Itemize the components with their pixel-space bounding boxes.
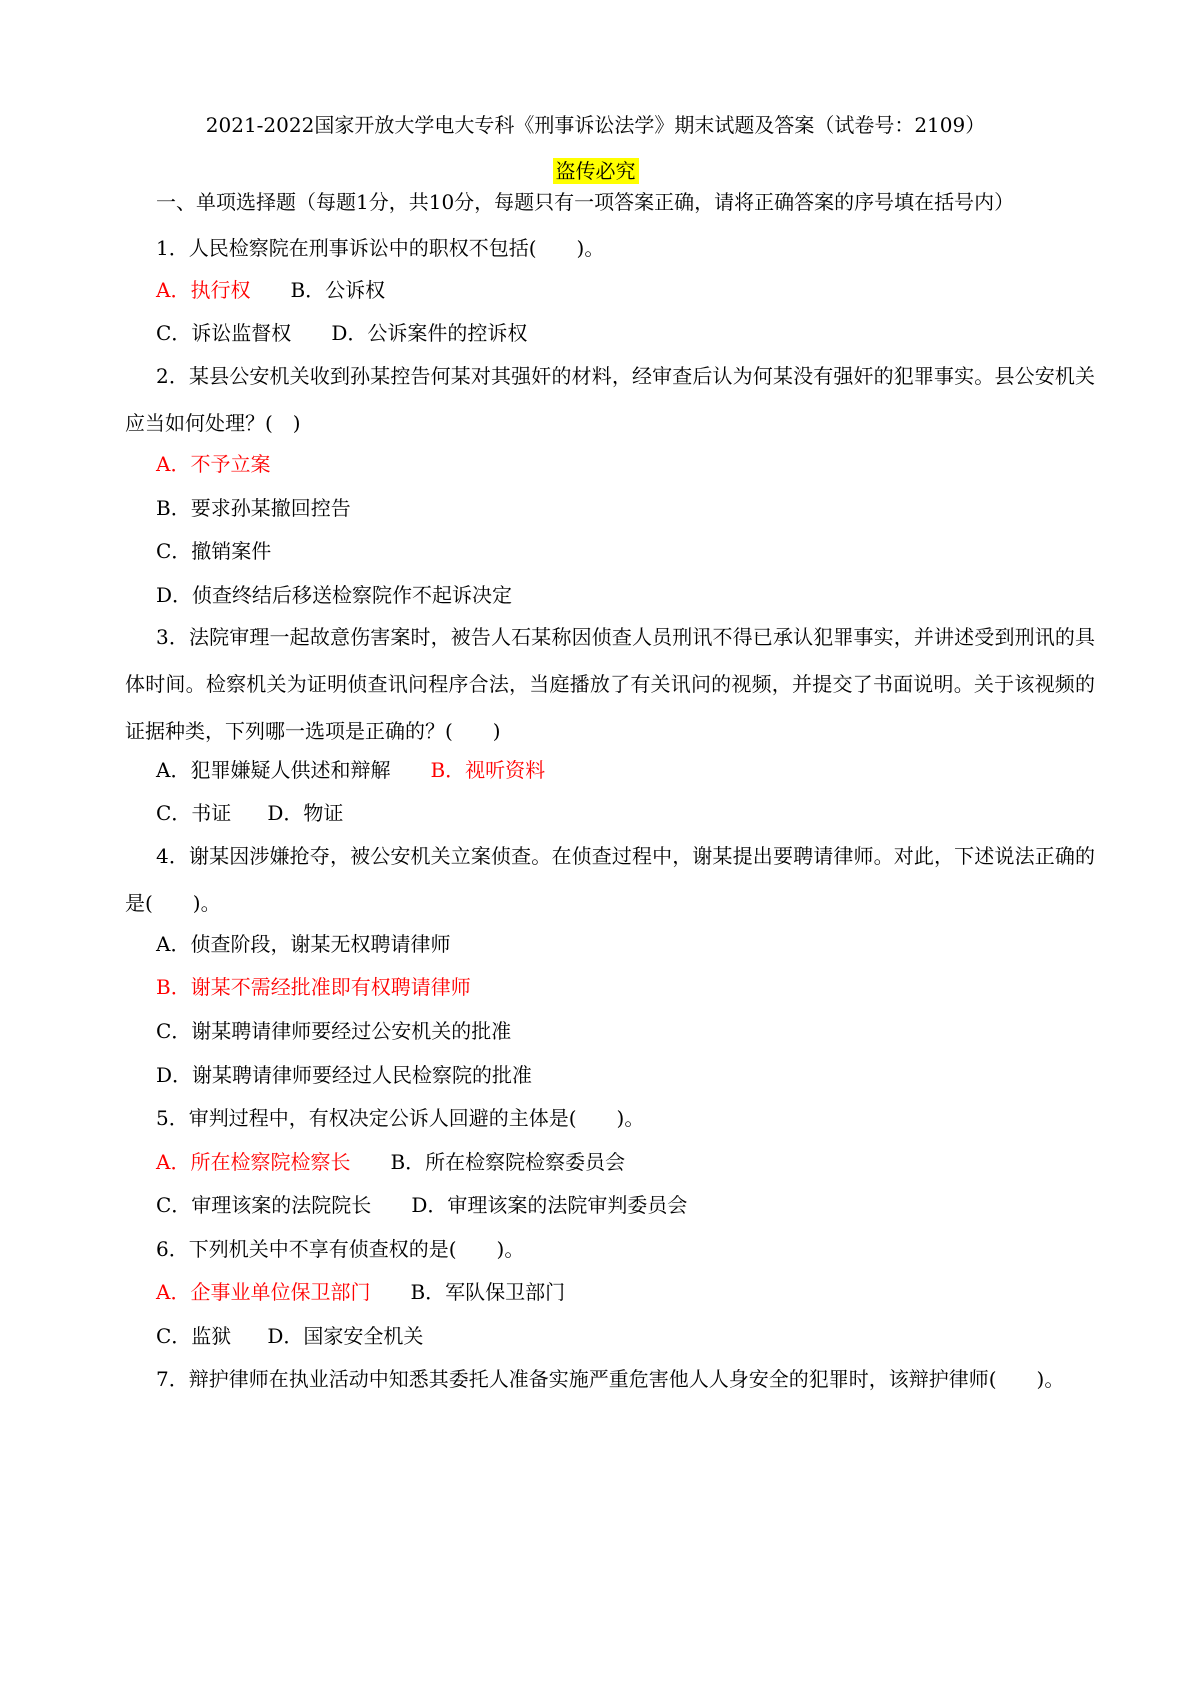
question-3-option-b-answer: B．视听资料 [430,758,546,782]
question-3-option-d: D．物证 [267,801,344,825]
question-2-option-d: D．侦查终结后移送检察院作不起诉决定 [156,583,513,607]
question-6-stem: 6．下列机关中不享有侦查权的是( )。 [156,1237,525,1261]
question-2-option-a-answer: A．不予立案 [156,452,271,476]
question-6-option-c: C．监狱 [156,1324,232,1348]
question-6-option-a-answer: A．企事业单位保卫部门 [156,1280,371,1304]
question-4-option-b-answer: B．谢某不需经批准即有权聘请律师 [156,975,471,999]
question-5-option-d: D．审理该案的法院审判委员会 [411,1193,688,1217]
question-3-options-row-2 [156,800,343,826]
question-6-option-d: D．国家安全机关 [267,1324,424,1348]
question-1-option-a-answer: A．执行权 [156,278,251,302]
question-4-option-d: D．谢某聘请律师要经过人民检察院的批准 [156,1063,533,1087]
question-1-options-row-1 [156,277,385,303]
document-title: 2021-2022国家开放大学电大专科《刑事诉讼法学》期末试题及答案（试卷号：2109） [205,113,986,137]
question-4-option-c: C．谢某聘请律师要经过公安机关的批准 [156,1019,512,1043]
question-5-option-b: B．所在检察院检察委员会 [390,1150,626,1174]
question-3-option-c: C．书证 [156,801,232,825]
question-1-option-c: C．诉讼监督权 [156,321,292,345]
question-1-stem: 1．人民检察院在刑事诉讼中的职权不包括( )。 [156,236,605,260]
question-1-options-row-2 [156,320,527,346]
question-6-options-row-1 [156,1279,565,1305]
question-4-stem: 4．谢某因涉嫌抢夺，被公安机关立案侦查。在侦查过程中，谢某提出要聘请律师。对此，下述说法正确的是( )。 [125,844,1095,915]
question-1-option-d: D．公诉案件的控诉权 [331,321,528,345]
question-5-option-a-answer: A．所在检察院检察长 [156,1150,351,1174]
question-1-option-b: B．公诉权 [290,278,386,302]
question-2-option-b: B．要求孙某撤回控告 [156,496,351,520]
question-2-stem: 2．某县公安机关收到孙某控告何某对其强奸的材料，经审查后认为何某没有强奸的犯罪事实。县公安机关应当如何处理？( ) [125,364,1095,435]
question-5-option-c: C．审理该案的法院院长 [156,1193,372,1217]
question-4-option-a: A．侦查阶段，谢某无权聘请律师 [156,932,451,956]
question-2-option-c: C．撤销案件 [156,539,272,563]
watermark-highlight: 盗传必究 [553,158,639,184]
question-3-options-row-1 [156,757,545,783]
section-heading: 一、单项选择题（每题1分，共10分，每题只有一项答案正确，请将正确答案的序号填在括号内） [156,190,1015,214]
question-6-options-row-2 [156,1323,423,1349]
question-7-stem: 7．辩护律师在执业活动中知悉其委托人准备实施严重危害他人人身安全的犯罪时，该辩护律师( )。 [156,1367,1065,1391]
question-5-stem: 5．审判过程中，有权决定公诉人回避的主体是( )。 [156,1106,645,1130]
question-3-stem: 3．法院审理一起故意伤害案时，被告人石某称因侦查人员刑讯不得已承认犯罪事实，并讲述受到刑讯的具体时间。检察机关为证明侦查讯问程序合法，当庭播放了有关讯问的视频，并提交了书面说明。关于该视频的证据种类，下列哪一选项是正确的？( ) [125,625,1095,743]
question-5-options-row-2 [156,1192,687,1218]
question-5-options-row-1 [156,1149,625,1175]
question-3-option-a: A．犯罪嫌疑人供述和辩解 [156,758,391,782]
question-6-option-b: B．军队保卫部门 [410,1280,566,1304]
watermark-line [0,158,1191,184]
